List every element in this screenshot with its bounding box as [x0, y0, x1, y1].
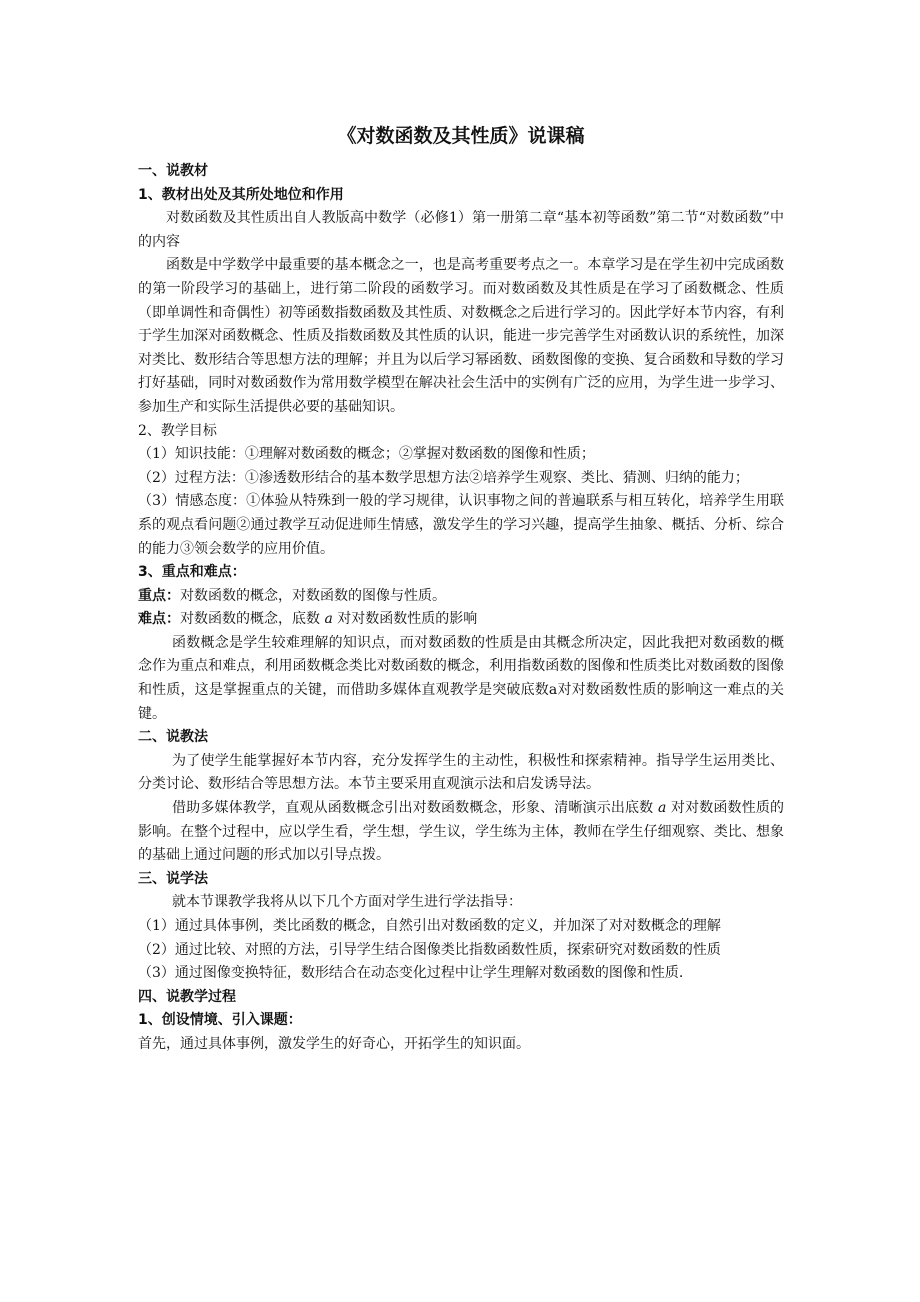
goal-attitude: （3）情感态度：①体验从特殊到一般的学习规律，认识事物之间的普遍联系与相互转化，培养学生用联系的观点看问题②通过教学互动促进师生情感，激发学生的学习兴趣，提高学生抽象、概括、分析、综合的能力③领会数学的应用价值。 [138, 493, 784, 557]
teaching-method-2-text-b: 对对数函数性质的影响。在整个过程中，应以学生看，学生想，学生议，学生练为主体，教师在学生仔细观察、类比、想象的基础上通过问题的形式加以引导点拨。 [138, 800, 785, 864]
paragraph-source: 对数函数及其性质出自人教版高中数学（必修1）第一册第二章“基本初等函数”第二节“对数函数”中的内容 [138, 210, 784, 250]
teaching-method-2-variable: a [657, 800, 667, 817]
subsection-heading-goals: 2、教学目标 [138, 422, 217, 439]
key-point-line [138, 585, 784, 609]
paragraph-teaching-method-2 [138, 797, 784, 868]
paragraph-teaching-method-1: 为了使学生能掌握好本节内容，充分发挥学生的主动性，积极性和探索精神。指导学生运用类比、分类讨论、数形结合等思想方法。本节主要采用直观演示法和启发诱导法。 [138, 752, 784, 793]
teaching-method-2-text-a: 借助多媒体教学，直观从函数概念引出对数函数概念，形象、清晰演示出底数 [172, 800, 654, 817]
key-point-text: 对数函数的概念，对数函数的图像与性质。 [180, 587, 446, 604]
subsection-heading-key-points: 3、重点和难点： [138, 564, 246, 581]
difficulty-variable: a [324, 611, 333, 628]
section-heading-teaching-method: 二、说教法 [138, 729, 208, 746]
section-heading-learning-method: 三、说学法 [138, 870, 208, 887]
subsection-heading-introduce-topic: 1、创设情境、引入课题： [138, 1012, 302, 1029]
goal-knowledge: （1）知识技能：①理解对数函数的概念；②掌握对数函数的图像和性质； [138, 446, 595, 463]
difficulty-label: 难点： [138, 611, 180, 628]
section-heading-teaching-process: 四、说教学过程 [138, 988, 236, 1005]
paragraph-position: 函数是中学数学中最重要的基本概念之一，也是高考重要考点之一。本章学习是在学生初中完成函数的第一阶段学习的基础上，进行第二阶段的函数学习。而对数函数及其性质是在学习了函数概念、性质（即单调性和奇偶性）初等函数指数函数及其性质、对数概念之后进行学习的。因此学好本节内容，有利于学生加深对函数概念、性质及指数函数及其性质的认识，能进一步完善学生对函数认识的系统性，加深对类比、数形结合等思想方法的理解；并且为以后学习幂函数、函数图像的变换、复合函数和导数的学习打好基础，同时对数函数作为常用数学模型在解决社会生活中的实例有广泛的应用，为学生进一步学习、参加生产和实际生活提供必要的基础知识。 [138, 257, 784, 415]
learning-method-item-1: （1）通过具体事例，类比函数的概念，自然引出对数函数的定义，并加深了对对数概念的理解 [138, 918, 721, 934]
key-point-label: 重点： [138, 587, 180, 604]
learning-method-item-3: （3）通过图像变换特征，数形结合在动态变化过程中让学生理解对数函数的图像和性质. [138, 965, 684, 982]
paragraph-key-difficulty: 函数概念是学生较难理解的知识点，而对数函数的性质是由其概念所决定，因此我把对数函数的概念作为重点和难点，利用函数概念类比对数函数的概念，利用指数函数的图像和性质类比对数函数的图像和性质，这是掌握重点的关键，而借助多媒体直观教学是突破底数a对对数函数性质的影响这一难点的关键。 [138, 634, 784, 722]
learning-method-item-2: （2）通过比较、对照的方法，引导学生结合图像类比指数函数性质，探索研究对数函数的性质 [138, 941, 721, 958]
subsection-heading-source: 1、教材出处及其所处地位和作用 [138, 186, 344, 203]
document-title: 《对数函数及其性质》说课稿 [337, 125, 585, 147]
difficulty-text-b: 对对数函数性质的影响 [337, 611, 478, 628]
goal-process: （2）过程方法：①渗透数形结合的基本数学思想方法②培养学生观察、类比、猜测、归纳的能力； [138, 469, 749, 486]
difficulty-line [138, 608, 784, 632]
section-heading-textbook: 一、说教材 [138, 163, 208, 179]
difficulty-text-a: 对数函数的概念，底数 [180, 611, 320, 628]
learning-method-intro: 就本节课教学我将从以下几个方面对学生进行学法指导： [172, 894, 522, 911]
document-body [138, 122, 784, 1057]
paragraph-introduce-topic: 首先，通过具体事例，激发学生的好奇心，开拓学生的知识面。 [138, 1035, 530, 1052]
